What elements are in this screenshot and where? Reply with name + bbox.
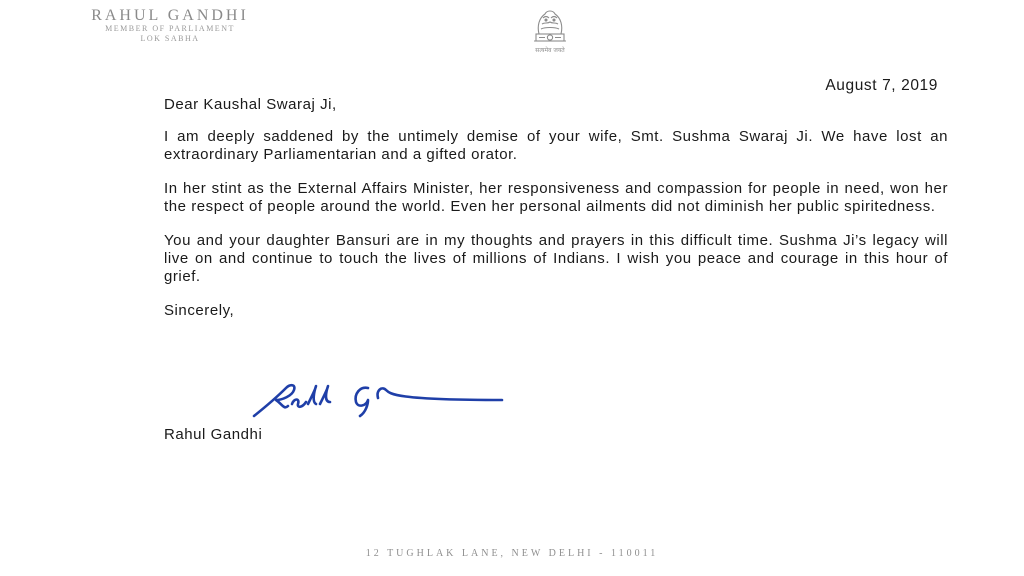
paragraph-1: I am deeply saddened by the untimely demise of your wife, Smt. Sushma Swaraj Ji. We have lost an extraordinary Parliamentarian and a gifted orator.: [164, 128, 948, 163]
ashoka-emblem-icon: [525, 4, 575, 60]
handwritten-signature: [250, 376, 510, 426]
paragraph-2: In her stint as the External Affairs Minister, her responsiveness and compassion for people in need, won her the respect of people around the world. Even her personal ailments did not diminish her public spiritedness.: [164, 180, 948, 215]
footer-address: 12 TUGHLAK LANE, NEW DELHI - 110011: [365, 548, 659, 559]
letterhead: [40, 8, 300, 44]
closing: Sincerely,: [164, 302, 235, 319]
paragraph-3: You and your daughter Bansuri are in my thoughts and prayers in this difficult time. Sushma Ji’s legacy will live on and continue to touch the lives of millions of Indians. I wish you peace and courage in this hour of grief.: [164, 232, 948, 285]
letterhead-name: RAHUL GANDHI: [91, 7, 249, 24]
letter-date: August 7, 2019: [825, 77, 938, 94]
salutation: Dear Kaushal Swaraj Ji,: [164, 96, 337, 113]
emblem-motto: सत्यमेव जयते: [535, 47, 565, 54]
signer-name: Rahul Gandhi: [164, 426, 263, 443]
letterhead-title: MEMBER OF PARLIAMENT: [105, 24, 235, 33]
letter-body: [164, 96, 948, 320]
letterhead-house: LOK SABHA: [140, 34, 200, 43]
